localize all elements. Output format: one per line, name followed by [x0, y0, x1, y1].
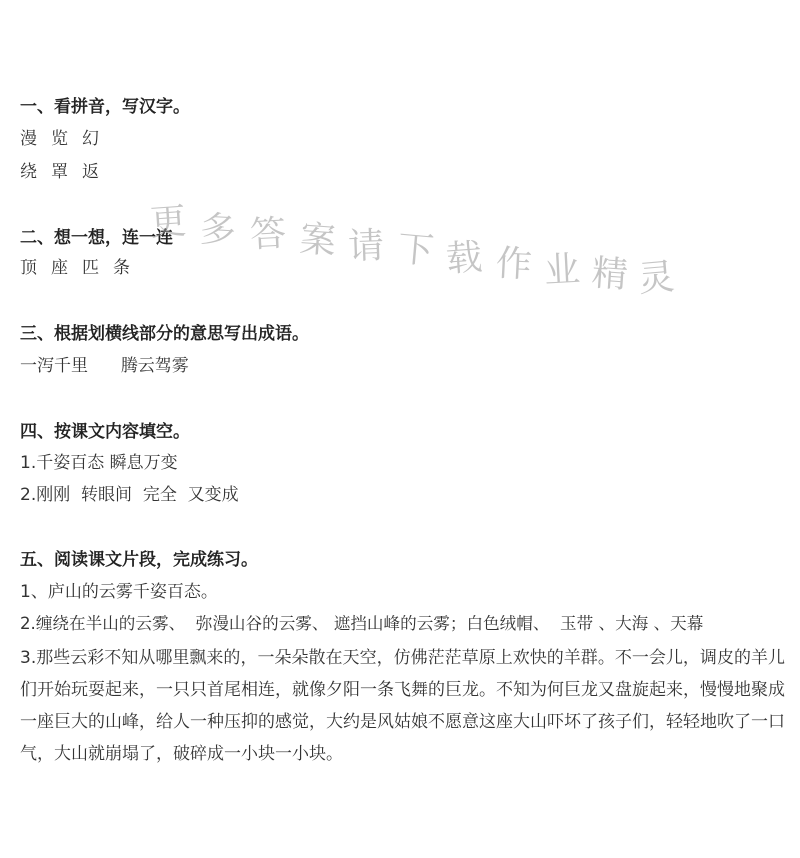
section4-line1: 1.千姿百态 瞬息万变 — [20, 453, 178, 473]
section3-heading: 三、根据划横线部分的意思写出成语。 — [20, 324, 309, 344]
answer-char: 返 — [82, 162, 99, 182]
watermark-char: 答 — [249, 213, 288, 256]
watermark-char: 下 — [396, 228, 436, 273]
section3-answers — [20, 354, 189, 378]
idiom-answer: 腾云驾雾 — [120, 356, 189, 376]
answer-char: 顶 — [20, 258, 37, 278]
section5-line1: 1、庐山的云雾千姿百态。 — [20, 582, 218, 602]
idiom-answer: 一泻千里 — [20, 356, 88, 376]
section5-heading: 五、阅读课文片段，完成练习。 — [20, 550, 258, 570]
section1-row2 — [20, 160, 113, 184]
section1-row1 — [20, 127, 113, 151]
answer-char: 条 — [113, 258, 130, 278]
section2-heading: 二、想一想，连一连 — [20, 228, 173, 248]
watermark-char: 业 — [543, 249, 582, 292]
answer-page — [20, 0, 790, 858]
watermark-char: 作 — [494, 243, 533, 286]
answer-char: 览 — [51, 129, 68, 149]
answer-char: 匹 — [82, 258, 99, 278]
section5-line2: 2.缠绕在半山的云雾、 弥漫山谷的云雾、 遮挡山峰的云雾；白色绒帽、 玉带 、大海 、天幕 — [20, 614, 704, 633]
section1-heading: 一、看拼音，写汉字。 — [20, 97, 190, 117]
watermark-char: 载 — [444, 236, 484, 281]
watermark-char: 请 — [347, 225, 385, 268]
answer-char: 座 — [51, 258, 68, 278]
watermark-char: 更 — [148, 200, 188, 245]
section2-row1 — [20, 256, 144, 280]
watermark-char: 精 — [590, 252, 630, 297]
watermark-char: 灵 — [636, 256, 676, 301]
answer-char: 罩 — [51, 162, 68, 182]
section4-heading: 四、按课文内容填空。 — [20, 422, 190, 442]
section4-line2: 2.刚刚 转眼间 完全 又变成 — [20, 485, 239, 505]
answer-char: 幻 — [82, 129, 99, 149]
answer-char: 漫 — [20, 129, 37, 149]
watermark-char: 多 — [198, 209, 237, 252]
section5-paragraph: 3.那些云彩不知从哪里飘来的，一朵朵散在天空，仿佛茫茫草原上欢快的羊群。不一会儿，调皮的羊儿们开始玩耍起来，一只只首尾相连，就像夕阳一条飞舞的巨龙。不知为何巨龙又盘旋起来，慢慢地聚成一座巨大的山峰，给人一种压抑的感觉，大约是风姑娘不愿意这座大山吓坏了孩子们，轻轻地吹了一口气，大山就崩塌了，破碎成一小块一小块。 — [20, 648, 785, 764]
watermark-char: 案 — [298, 218, 338, 263]
answer-char: 绕 — [20, 162, 37, 182]
